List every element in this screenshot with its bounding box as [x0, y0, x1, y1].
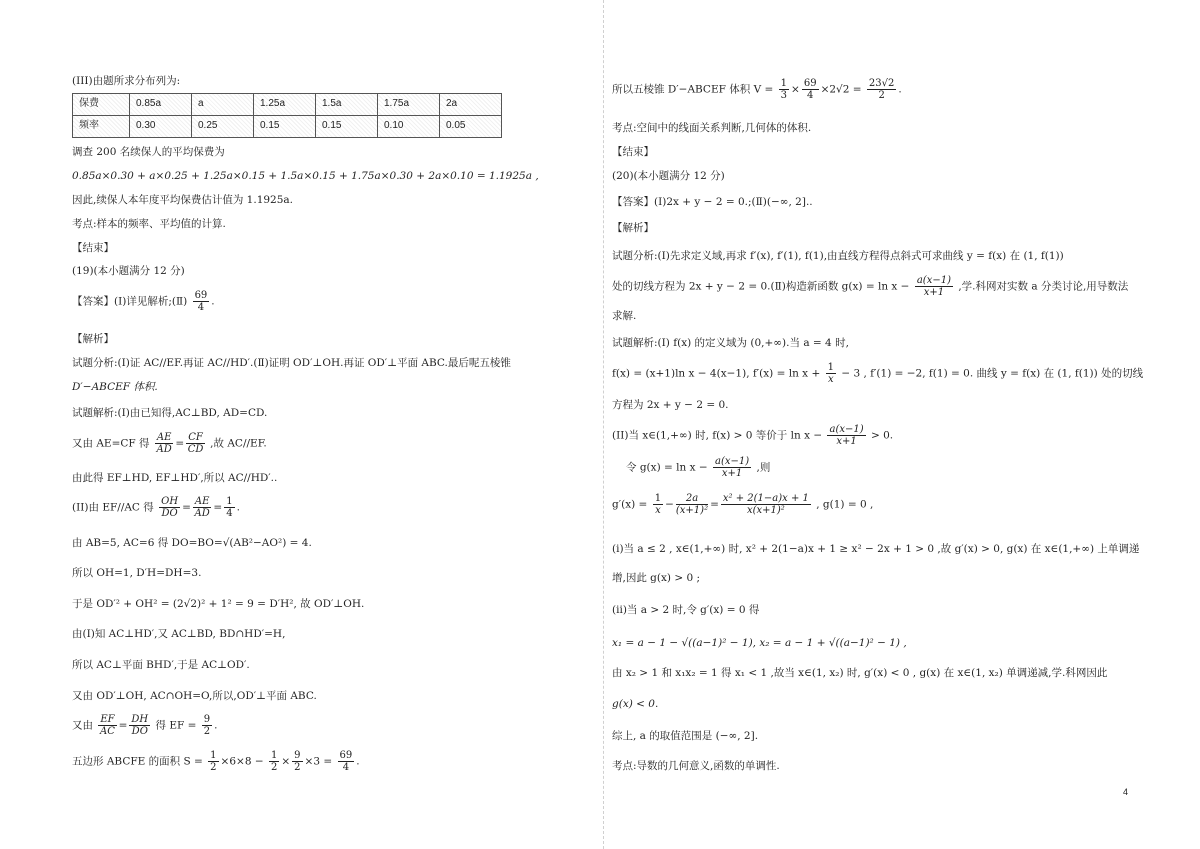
dist-title: (III)由题所求分布列为:: [72, 75, 181, 87]
analysis-line: 试题分析:(Ⅰ)先求定义域,再求 f′(x), f′(1), f(1),由直线方程得点斜式可求曲线 y = f(x) 在 (1, f(1)): [612, 250, 1064, 262]
table-cell: 0.30: [130, 116, 192, 138]
fraction: $\frac{69}{4}$: [339, 750, 353, 773]
fraction: $\frac{\text{x² + 2(1−a)x + 1}}{\text{x(x+1)²}}$: [722, 493, 809, 516]
table-cell: 0.15: [316, 116, 378, 138]
kaodian-18: 考点:样本的频率、平均值的计算.: [72, 218, 226, 230]
fraction: $\frac{1}{2}$: [270, 750, 278, 773]
solution-line: g(x) < 0.: [612, 698, 659, 710]
table-cell: a: [192, 94, 254, 116]
solution-line: 令 g(x) = ln x − $\frac{a(x-1)}{x+1}$ ,则: [626, 456, 771, 479]
avg-intro: 调查 200 名续保人的平均保费为: [72, 146, 225, 158]
solution-line: (i)当 a ≤ 2 , x∈(1,+∞) 时, x² + 2(1−a)x + 1 ≥ x² − 2x + 1 > 0 ,故 g′(x) > 0, g(x) 在 x∈(1,+∞) 上单调递: [612, 543, 1140, 555]
fraction: $\frac{DH}{DO}$: [131, 714, 149, 737]
solution-line: 又由 AE=CF 得 $\frac{AE}{AD}$ = $\frac{CF}{CD}$ ,故 AC//EF.: [72, 432, 267, 455]
answer-prefix: 【答案】(Ⅰ)详见解析;(Ⅱ): [72, 295, 188, 308]
jiexi-label: 【解析】: [612, 222, 654, 234]
analysis-line: 试题分析:(Ⅰ)证 AC//EF.再证 AC//HD′.(Ⅱ)证明 OD′⊥OH.再证 OD′⊥平面 ABC.最后呢五棱锥: [72, 357, 511, 369]
table-cell: 0.10: [378, 116, 440, 138]
fraction: $\frac{a(x-1)}{x+1}$: [715, 456, 750, 479]
solution-line: 试题解析:(I) f(x) 的定义域为 (0,+∞).当 a = 4 时,: [612, 337, 849, 349]
table-cell: 1.75a: [378, 94, 440, 116]
solution-line: (II)当 x∈(1,+∞) 时, f(x) > 0 等价于 ln x − $\frac{a(x-1)}{x+1}$ > 0.: [612, 424, 894, 447]
fraction: $\frac{a(x-1)}{x+1}$: [916, 275, 951, 298]
question-20-header: (20)(本小题满分 12 分): [612, 170, 725, 182]
solution-line: 又由 OD′⊥OH, AC∩OH=O,所以,OD′⊥平面 ABC.: [72, 690, 317, 702]
fraction: $\frac{69}{4}$: [803, 78, 817, 101]
distribution-table: [72, 93, 502, 138]
avg-formula: 0.85a×0.30 + a×0.25 + 1.25a×0.15 + 1.5a×0.15 + 1.75a×0.30 + 2a×0.10 = 1.1925a ,: [72, 170, 539, 182]
fraction: $\frac{9}{2}$: [203, 714, 211, 737]
table-cell: 1.25a: [254, 94, 316, 116]
solution-line: g′(x) = $\frac{1}{x}$ − $\frac{2a}{\text{(x+1)²}}$ = $\frac{\text{x² + 2(1−a)x + 1}}{\text{x(x+1)²}}$ , g(1) = 0 ,: [612, 493, 874, 516]
page-divider: [603, 0, 604, 849]
analysis-line: D′−ABCEF 体积.: [72, 381, 158, 393]
table-cell: 保费: [73, 94, 130, 116]
kaodian-20: 考点:导数的几何意义,函数的单调性.: [612, 760, 780, 772]
solution-line: 五边形 ABCFE 的面积 S = $\frac{1}{2}$ ×6×8 − $\frac{1}{2}$ × $\frac{9}{2}$ ×3 = $\frac{69}{4}$ .: [72, 750, 360, 773]
end-marker: 【结束】: [72, 242, 114, 254]
jiexi-label: 【解析】: [72, 333, 114, 345]
question-19-header: (19)(本小题满分 12 分): [72, 265, 185, 277]
table-cell: 2a: [440, 94, 502, 116]
fraction: $\frac{69}{4}$: [194, 290, 208, 313]
fraction: $\frac{2a}{\text{(x+1)²}}$: [675, 493, 709, 516]
fraction: $\frac{AE}{AD}$: [156, 432, 172, 455]
solution-line: 所以 AC⊥平面 BHD′,于是 AC⊥OD′.: [72, 659, 250, 671]
fraction: $\frac{1}{4}$: [226, 496, 233, 519]
fraction: $\frac{1}{x}$: [827, 362, 834, 385]
table-cell: 0.25: [192, 116, 254, 138]
fraction: $\frac{CF}{CD}$: [187, 432, 204, 455]
solution-line: 于是 OD′² + OH² = (2√2)² + 1² = 9 = D′H², 故 OD′⊥OH.: [72, 598, 365, 610]
solution-line: 方程为 2x + y − 2 = 0.: [612, 399, 729, 411]
table-cell: 0.85a: [130, 94, 192, 116]
fraction: $\frac{23√2}{2}$: [868, 78, 895, 101]
avg-conclusion: 因此,续保人本年度平均保费估计值为 1.1925a.: [72, 194, 294, 206]
solution-line: x₁ = a − 1 − √((a−1)² − 1), x₂ = a − 1 + √((a−1)² − 1) ,: [612, 637, 907, 649]
solution-line: 由 AB=5, AC=6 得 DO=BO=√(AB²−AO²) = 4.: [72, 537, 312, 549]
fraction: $\frac{EF}{AC}$: [100, 714, 115, 737]
table-cell: 0.05: [440, 116, 502, 138]
fraction: $\frac{1}{x}$: [654, 493, 662, 516]
solution-line: 由此得 EF⊥HD, EF⊥HD′,所以 AC//HD′..: [72, 472, 278, 484]
answer-19: 【答案】(Ⅰ)详见解析;(Ⅱ) $\frac{69}{4}$ .: [72, 290, 215, 313]
solution-line: (ii)当 a > 2 时,令 g′(x) = 0 得: [612, 604, 760, 616]
end-marker: 【结束】: [612, 146, 654, 158]
fraction: $\frac{OH}{DO}$: [161, 496, 179, 519]
solution-line: 综上, a 的取值范围是 (−∞, 2].: [612, 730, 759, 742]
solution-line: 所以 OH=1, D′H=DH=3.: [72, 567, 202, 579]
solution-line: 由(I)知 AC⊥HD′,又 AC⊥BD, BD∩HD′=H,: [72, 628, 286, 640]
volume-line: 所以五棱锥 D′−ABCEF 体积 V = $\frac{1}{3}$ × $\frac{69}{4}$ ×2√2 = $\frac{23√2}{2}$ .: [612, 78, 902, 101]
solution-line: f(x) = (x+1)ln x − 4(x−1), f′(x) = ln x + $\frac{1}{x}$ − 3 , f′(1) = −2, f(1) = 0. 曲线 y = f(x) 在 (1, f(1)) 处的切线: [612, 362, 1144, 385]
answer-20: 【答案】(Ⅰ)2x + y − 2 = 0.;(Ⅱ)(−∞, 2]..: [612, 196, 813, 208]
fraction: $\frac{AE}{AD}$: [194, 496, 210, 519]
fraction: $\frac{1}{3}$: [780, 78, 788, 101]
table-row: [73, 116, 502, 138]
kaodian-19: 考点:空间中的线面关系判断,几何体的体积.: [612, 122, 812, 134]
fraction: $\frac{1}{2}$: [210, 750, 217, 773]
solution-line: 增,因此 g(x) > 0 ;: [612, 572, 701, 584]
fraction: $\frac{a(x-1)}{x+1}$: [829, 424, 864, 447]
analysis-line: 处的切线方程为 2x + y − 2 = 0.(Ⅱ)构造新函数 g(x) = ln x − $\frac{a(x-1)}{x+1}$ ,学.科网对实数 a 分类讨论,用导数法: [612, 275, 1129, 298]
solution-line: 又由 $\frac{EF}{AC}$ = $\frac{DH}{DO}$ 得 EF = $\frac{9}{2}$ .: [72, 714, 218, 737]
table-cell: 1.5a: [316, 94, 378, 116]
solution-line: 试题解析:(I)由已知得,AC⊥BD, AD=CD.: [72, 407, 268, 419]
table-cell: 频率: [73, 116, 130, 138]
analysis-line: 求解.: [612, 310, 637, 322]
table-cell: 0.15: [254, 116, 316, 138]
table-row: [73, 94, 502, 116]
solution-line: 由 x₂ > 1 和 x₁x₂ = 1 得 x₁ < 1 ,故当 x∈(1, x₂) 时, g′(x) < 0 , g(x) 在 x∈(1, x₂) 单调递减,学.科网因此: [612, 667, 1108, 679]
page-number: 4: [1122, 787, 1128, 797]
fraction: $\frac{9}{2}$: [294, 750, 301, 773]
solution-line: (II)由 EF//AC 得 $\frac{OH}{DO}$ = $\frac{AE}{AD}$ = $\frac{1}{4}$ .: [72, 496, 240, 519]
